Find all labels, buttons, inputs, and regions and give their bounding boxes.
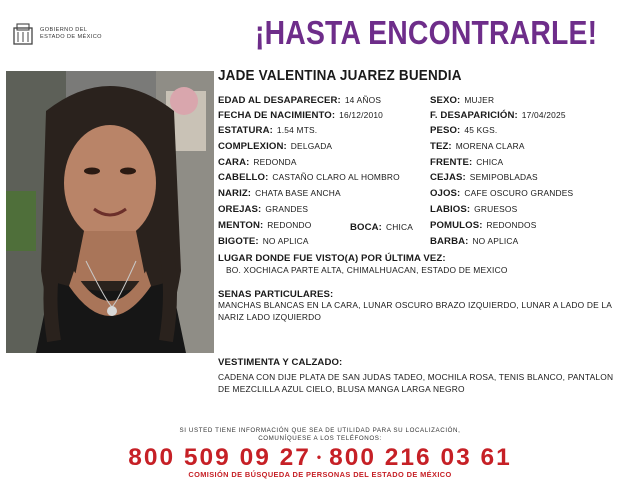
field-boca: BOCA: CHICA (350, 222, 414, 233)
government-logo (10, 22, 128, 48)
person-name: JADE VALENTINA JUAREZ BUENDIA (218, 68, 462, 84)
field-cejas: CEJAS: SEMIPOBLADAS (430, 172, 538, 183)
field-estatura: ESTATURA: 1.54 MTS. (218, 125, 318, 136)
field-orejas: OREJAS: GRANDES (218, 204, 309, 215)
senas-text: MANCHAS BLANCAS EN LA CARA, LUNAR OSCURO BRAZO IZQUIERDO, LUNAR A LADO DE LA NARIZ LADO IZQUIERDO (218, 300, 612, 322)
field-fecha-nacimiento: FECHA DE NACIMIENTO: 16/12/2010 (218, 110, 384, 121)
field-tez: TEZ: MORENA CLARA (430, 141, 525, 152)
field-peso: PESO: 45 KGS. (430, 125, 498, 136)
field-sexo: SEXO: MUJER (430, 95, 495, 106)
vestimenta-title: VESTIMENTA Y CALZADO: (218, 357, 343, 368)
logo-text: GOBIERNO DEL ESTADO DE MÉXICO (40, 27, 102, 40)
field-frente: FRENTE: CHICA (430, 157, 504, 168)
lugar-title: LUGAR DONDE FUE VISTO(A) POR ÚLTIMA VEZ: (218, 253, 446, 264)
field-bigote: BIGOTE: NO APLICA (218, 236, 309, 247)
field-cara: CARA: REDONDA (218, 157, 297, 168)
field-cabello: CABELLO: CASTAÑO CLARO AL HOMBRO (218, 172, 400, 183)
phone-1[interactable]: 800 509 09 27 (128, 444, 311, 471)
phone-numbers (0, 444, 640, 472)
field-nariz: NARIZ: CHATA BASE ANCHA (218, 188, 341, 199)
phone-separator: • (316, 450, 324, 464)
field-barba: BARBA: NO APLICA (430, 236, 519, 247)
field-edad: EDAD AL DESAPARECER: 14 AÑOS (218, 95, 382, 106)
phone-2[interactable]: 800 216 03 61 (329, 444, 512, 471)
headline: ¡HASTA ENCONTRARLE! (255, 14, 598, 51)
vestimenta-text: CADENA CON DIJE PLATA DE SAN JUDAS TADEO, MOCHILA ROSA, TENIS BLANCO, PANTALON DE MEZCLILLA AZUL CIELO, BLUSA MANGA LARGA NEGRO (218, 372, 614, 394)
field-labios: LABIOS: GRUESOS (430, 204, 518, 215)
senas-title: SENAS PARTICULARES: (218, 289, 334, 300)
info-line-2: COMUNÍQUESE A LOS TELÉFONOS: (258, 435, 382, 442)
missing-person-photo (6, 71, 214, 353)
comision-name: COMISIÓN DE BÚSQUEDA DE PERSONAS DEL ESTADO DE MÉXICO (188, 470, 452, 479)
info-line-1: SI USTED TIENE INFORMACIÓN QUE SEA DE UTILIDAD PARA SU LOCALIZACIÓN, (179, 427, 461, 434)
field-fecha-desaparicion: F. DESAPARICIÓN: 17/04/2025 (430, 110, 566, 121)
seal-icon (10, 22, 36, 48)
field-complexion: COMPLEXION: DELGADA (218, 141, 333, 152)
field-menton: MENTON: REDONDO (218, 220, 312, 231)
field-ojos: OJOS: CAFE OSCURO GRANDES (430, 188, 574, 199)
lugar-text: BO. XOCHIACA PARTE ALTA, CHIMALHUACAN, ESTADO DE MEXICO (226, 265, 508, 275)
field-pomulos: POMULOS: REDONDOS (430, 220, 537, 231)
